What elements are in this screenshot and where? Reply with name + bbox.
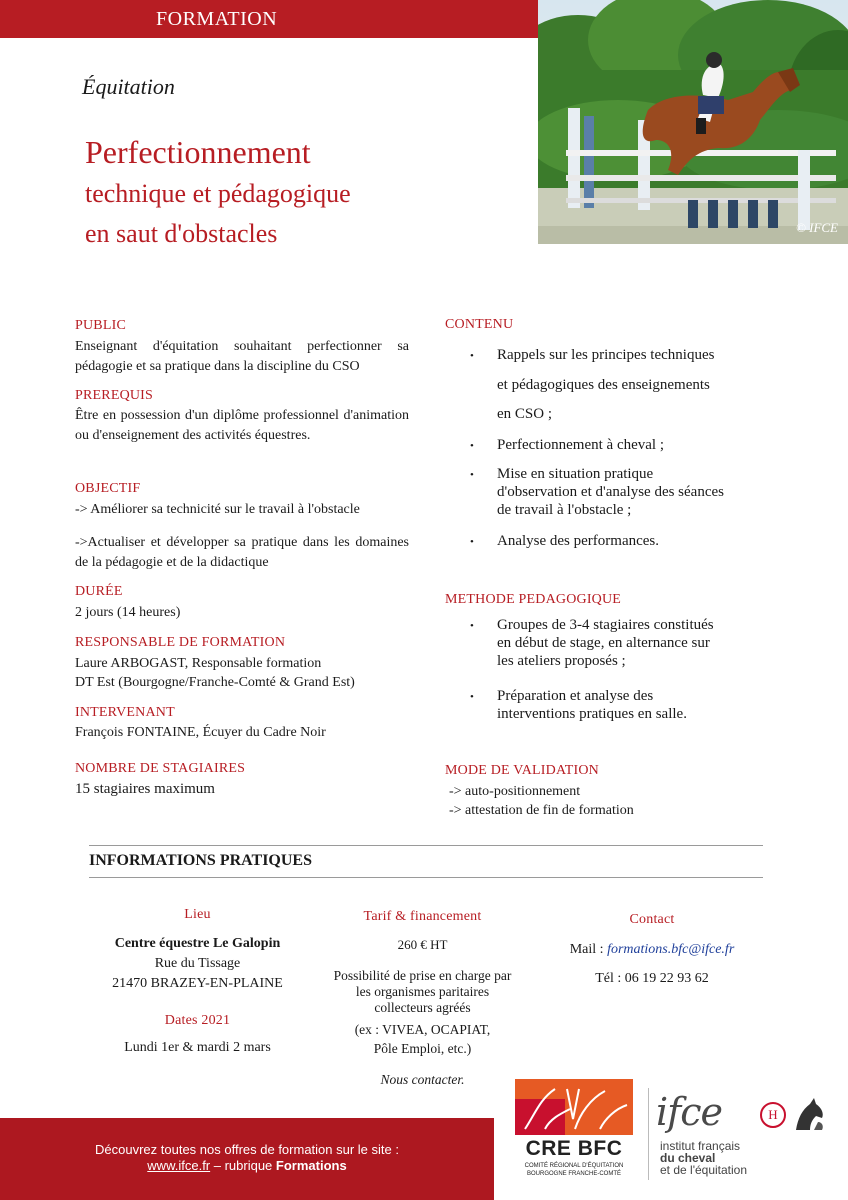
ifce-logo-name: ifce (656, 1090, 722, 1134)
tarif-heading: Tarif & financement (363, 909, 482, 924)
duree-heading: DURÉE (75, 584, 123, 599)
title-line-2: technique et pédagogique (85, 179, 351, 208)
tel-label: Tél : (595, 971, 622, 986)
lieu-heading: Lieu (184, 907, 211, 922)
footer-line-1: Découvrez toutes nos offres de formation sur le site : (95, 1142, 399, 1157)
intervenant-heading: INTERVENANT (75, 705, 175, 720)
dates-heading: Dates 2021 (164, 1013, 231, 1028)
methode-heading: METHODE PEDAGOGIQUE (445, 592, 622, 607)
cre-logo-sub-1: COMITÉ RÉGIONAL D'ÉQUITATION (524, 1163, 624, 1169)
lieu-name: Centre équestre Le Galopin (114, 936, 281, 951)
intervenant-text: François FONTAINE, Écuyer du Cadre Noir (75, 725, 326, 740)
contenu-heading: CONTENU (445, 317, 514, 332)
subject-label: Équitation (82, 74, 175, 99)
cre-bfc-logo (515, 1079, 633, 1181)
duree-text: 2 jours (14 heures) (75, 605, 181, 620)
stagiaires-heading: NOMBRE DE STAGIAIRES (75, 761, 246, 776)
contact-heading: Contact (629, 912, 675, 927)
footer-line-2 (0, 1158, 494, 1173)
footer-middle-text: – rubrique (210, 1158, 276, 1173)
divider-bottom (89, 877, 763, 878)
cre-logo-name: CRE BFC (525, 1137, 623, 1160)
infos-title: INFORMATIONS PRATIQUES (89, 852, 312, 869)
ifce-logo-divider (648, 1088, 649, 1180)
responsable-line-2: DT Est (Bourgogne/Franche-Comté & Grand Est) (75, 675, 355, 690)
lieu-city: 21470 BRAZEY-EN-PLAINE (112, 976, 283, 991)
tarif-details: Possibilité de prise en charge par les organismes paritaires collecteurs agréés (ex : VIVEA, OCAPIAT, Pôle Emploi, etc.) (333, 968, 512, 1056)
validation-line-2: -> attestation de fin de formation (449, 803, 634, 818)
validation-heading: MODE DE VALIDATION (445, 763, 599, 778)
contact-tel-row (527, 971, 777, 987)
methode-item: • Groupes de 3-4 stagiaires constitués en début de stage, en alternance sur les ateliers proposés ; (497, 616, 797, 670)
contenu-item: • Mise en situation pratique d'observation et d'analyse des séances de travail à l'obstacle ; (497, 465, 797, 519)
responsable-line-1: Laure ARBOGAST, Responsable formation (75, 656, 322, 671)
prerequis-text: Être en possession d'un diplôme professionnel d'animation ou d'enseignement des activités équestres. (75, 408, 409, 443)
responsable-heading: RESPONSABLE DE FORMATION (75, 635, 286, 650)
contenu-list (497, 341, 797, 550)
title-line-1: Perfectionnement (85, 134, 311, 170)
methode-list (497, 616, 797, 723)
footer-rubrique: Formations (275, 1158, 347, 1173)
public-text: Enseignant d'équitation souhaitant perfectionner sa pédagogie et sa pratique dans la discipline du CSO (75, 339, 409, 374)
horse-head-icon (792, 1096, 826, 1136)
contenu-item: • Analyse des performances. (497, 532, 797, 550)
tarif-price: 260 € HT (397, 937, 448, 952)
lieu-block (75, 907, 320, 1056)
objectif-heading: OBJECTIF (75, 481, 141, 496)
stagiaires-text: 15 stagiaires maximum (75, 781, 215, 797)
ifce-logo (648, 1088, 830, 1184)
methode-item: • Préparation et analyse des interventions pratiques en salle. (497, 687, 797, 723)
cre-logo-sub-2: BOURGOGNE FRANCHE-COMTÉ (526, 1171, 621, 1177)
contenu-item: • Rappels sur les principes techniques et pédagogiques des enseignements en CSO ; (497, 341, 797, 430)
ifce-logo-tagline: institut français du cheval et de l'équitation (660, 1139, 748, 1177)
contenu-item: • Perfectionnement à cheval ; (497, 431, 797, 460)
tel-number: 06 19 22 93 62 (624, 971, 709, 986)
banner-label: FORMATION (156, 8, 278, 30)
public-heading: PUBLIC (75, 318, 126, 333)
objectif-line-2: ->Actualiser et développer sa pratique dans les domaines de la pédagogie et de la didactique (75, 535, 409, 570)
formation-banner (0, 0, 538, 38)
footer-site-link[interactable]: www.ifce.fr (147, 1158, 211, 1173)
tarif-contact-note: Nous contacter. (380, 1072, 465, 1087)
validation-line-1: -> auto-positionnement (449, 784, 581, 799)
divider-top (89, 845, 763, 846)
show-jumping-photo (538, 0, 848, 244)
tarif-block (300, 909, 545, 1088)
contact-mail-row (527, 942, 777, 958)
prerequis-heading: PREREQUIS (75, 388, 154, 403)
objectif-line-1: -> Améliorer sa technicité sur le travail à l'obstacle (75, 502, 360, 517)
mail-link[interactable]: formations.bfc@ifce.fr (607, 942, 735, 957)
photo-credit: © IFCE (795, 220, 838, 235)
mail-label: Mail : (569, 942, 604, 957)
title-line-3: en saut d'obstacles (85, 219, 278, 248)
dates-text: Lundi 1er & mardi 2 mars (124, 1040, 271, 1055)
contact-block (527, 912, 777, 987)
cre-logo-emblem (515, 1079, 633, 1135)
crest-icon: H (760, 1102, 786, 1128)
footer-band (0, 1118, 494, 1200)
lieu-street: Rue du Tissage (154, 956, 241, 971)
